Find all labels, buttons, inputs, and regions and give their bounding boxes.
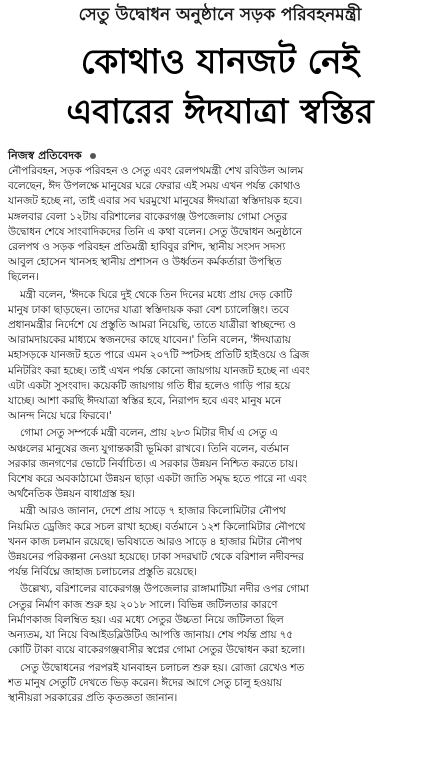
paragraph-line: এটা একটা সুসংবাদ। কয়েকটি জায়গায় গতি ধীর হলেও গাড়ি পার হয়ে — [8, 379, 291, 392]
paragraph-line: অর্থনৈতিক উন্নয়ন বাধাগ্রস্ত হয়। — [8, 488, 135, 501]
paragraph-line: আরামদায়কের মাধ্যমে স্বজনদের কাছে যাবেন।' তিনি বলেন, 'ঈদযাত্রায় — [8, 334, 291, 347]
headline-line-1: কোথাও যানজট নেই — [80, 42, 360, 82]
headline-line-2: এবারের ঈদযাত্রা স্বস্তির — [66, 92, 374, 132]
article-paragraph — [8, 164, 436, 286]
article-paragraph — [8, 288, 436, 425]
paragraph-line: খনন কাজ চলমান রয়েছে। ভবিষ্যতে আরও সাড়ে ৪ হাজার মিটার নৌপথ — [8, 535, 302, 548]
paragraph-line: স্থানীয়রা সরকারের প্রতি কৃতজ্ঞতা জানান। — [8, 691, 178, 704]
paragraph-line: অন্যতম, যা নিয়ে বিআইডব্লিউটিএ আপত্তি জানায়। শেষ পর্যন্ত প্রায় ৭৫ — [8, 629, 293, 642]
paragraph-line: ছিলেন। — [8, 271, 39, 284]
paragraph-line: যানজট হচ্ছে না, তাই এবার সব ঘরমুখো মানুষের ঈদযাত্রা স্বস্তিদায়ক হবে। — [8, 195, 303, 208]
paragraph-line: গোমা সেতু সম্পর্কে মন্ত্রী বলেন, প্রায় ২৮৩ মিটার দীর্ঘ এ সেতু এ — [20, 427, 278, 440]
paragraph-line: উন্নয়নের পরিকল্পনা নেওয়া হয়েছে। ঢাকা সদরঘাট থেকে বরিশাল নদীবন্দর — [8, 551, 304, 564]
paragraph-line: কোটি টাকা ব্যয়ে বাকেরগঞ্জবাসীর স্বপ্নের গোমা সেতুর উদ্বোধন করা হলো। — [8, 644, 305, 657]
paragraph-line: উদ্বোধন শেষে সাংবাদিকদের তিনি এ কথা বলেন। সেতু উদ্বোধন অনুষ্ঠানে — [8, 225, 302, 238]
paragraph-line: মনিটরিং করা হচ্ছে। তাই এখন পর্যন্ত কোনো জায়গায় যানজট হচ্ছে না এবং — [8, 364, 310, 377]
paragraph-line: মানুষ ঢাকা ছাড়ছেন। তাদের যাত্রা স্বস্তিদায়ক করা বেশ চ্যালেঞ্জিং। তবে — [8, 303, 289, 316]
paragraph-line: বিশেষ করে অবকাঠামো উন্নয়ন ছাড়া একটা জাতি সমৃদ্ধ হতে পারে না এবং — [8, 473, 307, 486]
paragraph-line: আবুল হোসেন খানসহ স্থানীয় প্রশাসন ও উর্ধ্বতন কর্মকর্তারা উপস্থিত — [8, 256, 282, 269]
paragraph-line: নির্মাণকাজ বিলম্বিত হয়। এর মধ্যে সেতুর উচ্চতা নিয়ে জটিলতা ছিল — [8, 613, 284, 626]
paragraph-line: উল্লেখ্য, বরিশালের বাকেরগঞ্জ উপজেলার রাঙ্গামাটিয়া নদীর ওপর গোমা — [20, 583, 309, 596]
article-body — [8, 164, 436, 708]
article-paragraph — [8, 661, 436, 707]
paragraph-line: মহাসড়কে যানজট হতে পারে এমন ২০৭টি স্পটসহ প্রতিটি হাইওয়ে ও ব্রিজ — [8, 349, 310, 362]
paragraph-line: নিয়মিত ড্রেজিং করে সচল রাখা হচ্ছে। বর্তমানে ১২শ কিলোমিটার নৌপথে — [8, 520, 306, 533]
byline — [8, 148, 96, 163]
paragraph-line: সরকার জনগণের ভোটে নির্বাচিত। এ সরকার উন্নয়ন নিশ্চিত করতে চায়। — [8, 457, 298, 470]
paragraph-line: যাচ্ছে। আশা করছি ঈদযাত্রা স্বস্তির হবে, নিরাপদ হবে এবং মানুষ মনে — [8, 395, 282, 408]
paragraph-line: প্রধানমন্ত্রীর নির্দেশে যে প্রস্তুতি আমরা নিয়েছি, তাতে যাত্রীরা স্বাচ্ছন্দ্যে ও — [8, 319, 296, 332]
paragraph-line: আনন্দ নিয়ে ঘরে ফিরবে।' — [8, 410, 112, 423]
paragraph-line: বলেছেন, ঈদ উপলক্ষে মানুষের ঘরে ফেরার এই সময় এখন পর্যন্ত কোথাও — [8, 180, 301, 193]
paragraph-line: অঞ্চলের মানুষের জন্য যুগান্তকারী ভূমিকা রাখবে। তিনি বলেন, বর্তমান — [8, 442, 289, 455]
paragraph-line: মন্ত্রী বলেন, 'ঈদকে ঘিরে দুই থেকে তিন দিনের মধ্যে প্রায় দেড় কোটি — [20, 288, 292, 301]
paragraph-line: মঙ্গলবার বেলা ১২টায় বরিশালের বাকেরগঞ্জ উপজেলায় গোমা সেতুর — [8, 210, 288, 223]
byline-text: নিজস্ব প্রতিবেদক — [8, 149, 82, 162]
kicker-line: সেতু উদ্বোধন অনুষ্ঠানে সড়ক পরিবহনমন্ত্রী — [78, 5, 362, 25]
paragraph-line: সেতুর নির্মাণ কাজ শুরু হয় ২০১৮ সালে। বিভিন্ন জটিলতার কারণে — [8, 598, 278, 611]
byline-bullet-icon — [90, 153, 96, 159]
article-paragraph — [8, 582, 436, 658]
paragraph-line: নৌপরিবহন, সড়ক পরিবহন ও সেতু এবং রেলপথমন্ত্রী শেখ রবিউল আলম — [8, 165, 304, 177]
paragraph-line: রেলপথ ও সড়ক পরিবহন প্রতিমন্ত্রী হাবিবুর রশিদ, স্থানীয় সংসদ সদস্য — [8, 241, 286, 254]
article-paragraph — [8, 426, 436, 502]
paragraph-line: পর্যন্ত নির্বিঘ্নে জাহাজ চলাচলের প্রস্তুতি রয়েছে। — [8, 566, 197, 579]
paragraph-line: মন্ত্রী আরও জানান, দেশে প্রায় সাড়ে ৭ হাজার কিলোমিটার নৌপথ — [20, 505, 286, 518]
article-paragraph — [8, 504, 436, 580]
paragraph-line: সেতু উদ্বোধনের পরপরই যানবাহন চলাচল শুরু হয়। রোজা রেখেও শত — [20, 661, 305, 674]
paragraph-line: শত মানুষ সেতুটি দেখতে ভিড় করেন। ঈদের আগে সেতু চালু হওয়ায় — [8, 676, 282, 689]
